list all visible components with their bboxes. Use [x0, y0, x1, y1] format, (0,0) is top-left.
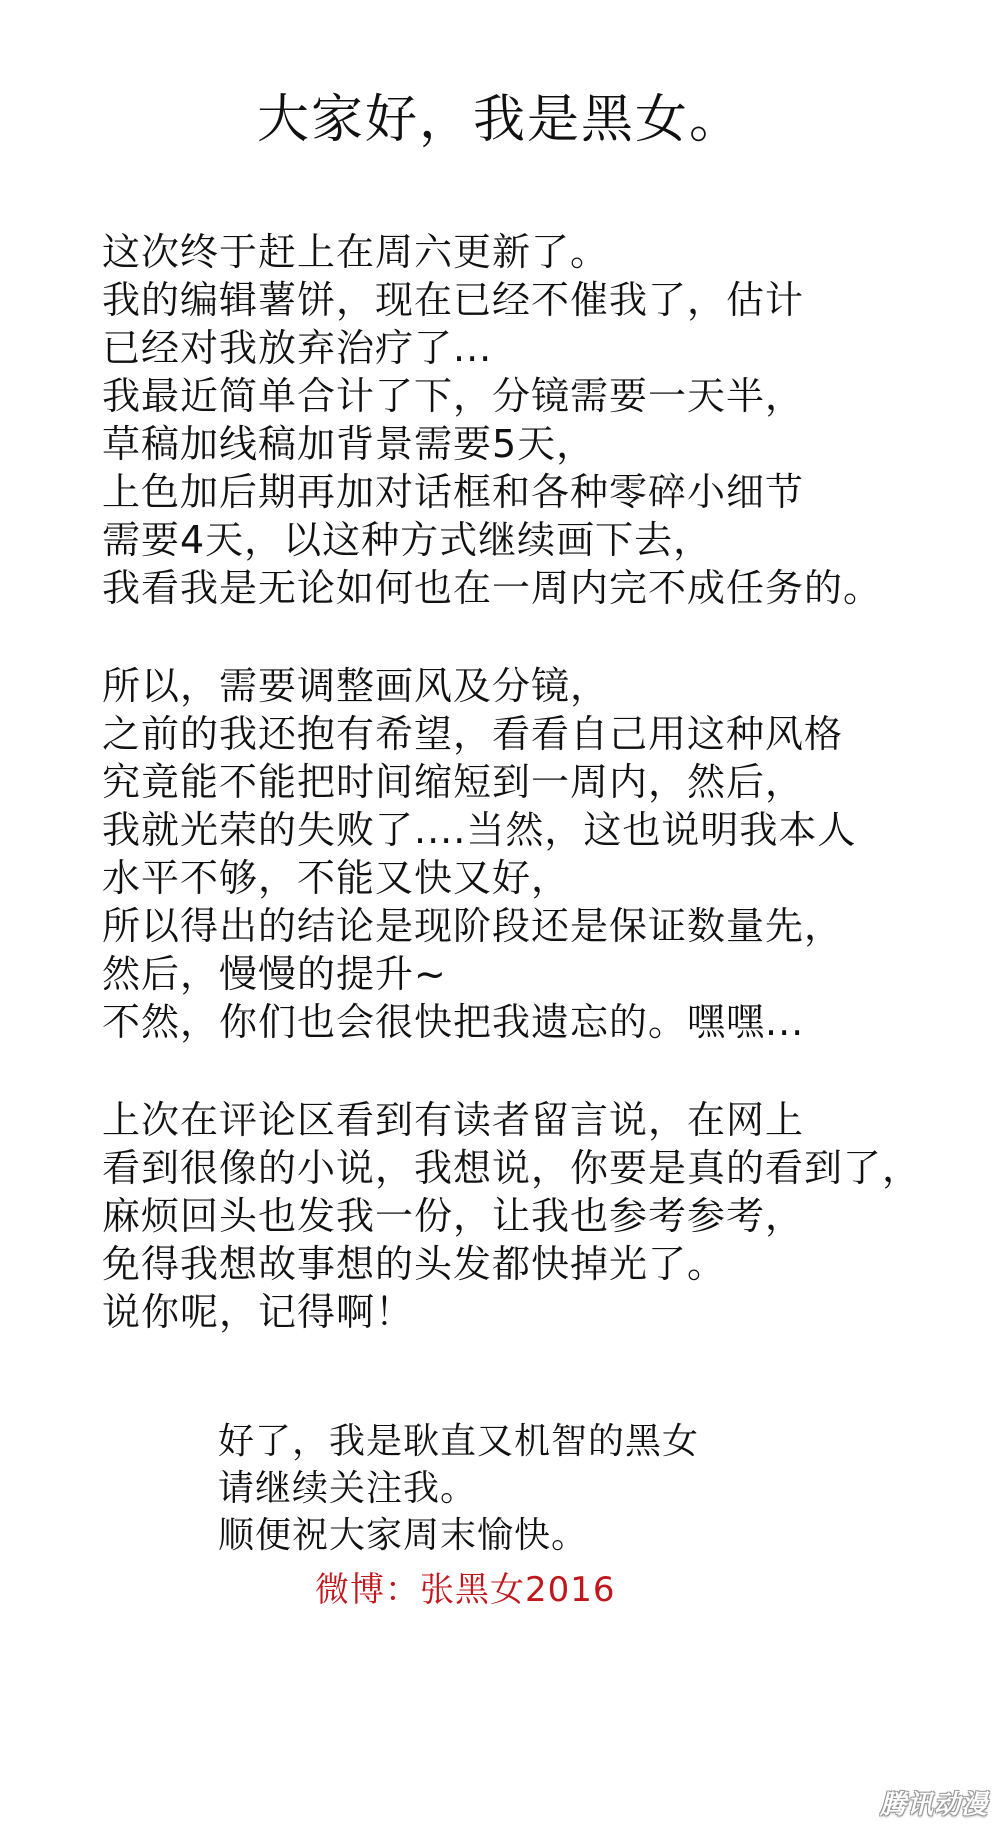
- note-body: [102, 228, 982, 1336]
- text-line: 我的编辑薯饼，现在已经不催我了，估计: [102, 278, 805, 322]
- paragraph-2: [102, 662, 982, 1046]
- text-line: 水平不够，不能又快又好，: [102, 856, 571, 900]
- text-line: 草稿加线稿加背景需要5天，: [102, 422, 596, 466]
- text-line: 所以得出的结论是现阶段还是保证数量先，: [102, 904, 844, 948]
- paragraph-1: [102, 228, 982, 612]
- text-line: 我最近简单合计了下，分镜需要一天半，: [102, 374, 805, 418]
- text-line: 这次终于赶上在周六更新了。: [102, 230, 610, 274]
- closing-line: 好了，我是耿直又机智的黑女: [218, 1421, 700, 1462]
- text-line: 已经对我放弃治疗了...: [102, 326, 493, 370]
- text-line: 我就光荣的失败了....当然，这也说明我本人: [102, 808, 857, 852]
- text-line: 看到很像的小说，我想说，你要是真的看到了，: [102, 1146, 922, 1190]
- text-line: 所以，需要调整画风及分镜，: [102, 664, 610, 708]
- text-line: 需要4天，以这种方式继续画下去，: [102, 518, 713, 562]
- paragraph-3: [102, 1096, 982, 1336]
- page-title: 大家好，我是黑女。: [256, 90, 743, 150]
- text-line: 然后，慢慢的提升~: [102, 952, 447, 996]
- text-line: 说你呢，记得啊！: [102, 1290, 415, 1334]
- text-line: 麻烦回头也发我一份，让我也参考参考，: [102, 1194, 805, 1238]
- watermark-logo: 腾讯动漫: [879, 1790, 988, 1820]
- closing-line: 顺便祝大家周末愉快。: [218, 1515, 589, 1556]
- text-line: 上次在评论区看到有读者留言说，在网上: [102, 1098, 805, 1142]
- closing-line: 请继续关注我。: [218, 1468, 478, 1509]
- text-line: 究竟能不能把时间缩短到一周内，然后，: [102, 760, 805, 804]
- closing-block: [218, 1418, 699, 1559]
- text-line: 上色加后期再加对话框和各种零碎小细节: [102, 470, 805, 514]
- text-line: 不然，你们也会很快把我遗忘的。嘿嘿...: [102, 1000, 805, 1044]
- text-line: 我看我是无论如何也在一周内完不成任务的。: [102, 566, 883, 610]
- weibo-handle: 微博：张黑女2016: [315, 1570, 616, 1610]
- text-line: 免得我想故事想的头发都快掉光了。: [102, 1242, 727, 1286]
- text-line: 之前的我还抱有希望，看看自己用这种风格: [102, 712, 844, 756]
